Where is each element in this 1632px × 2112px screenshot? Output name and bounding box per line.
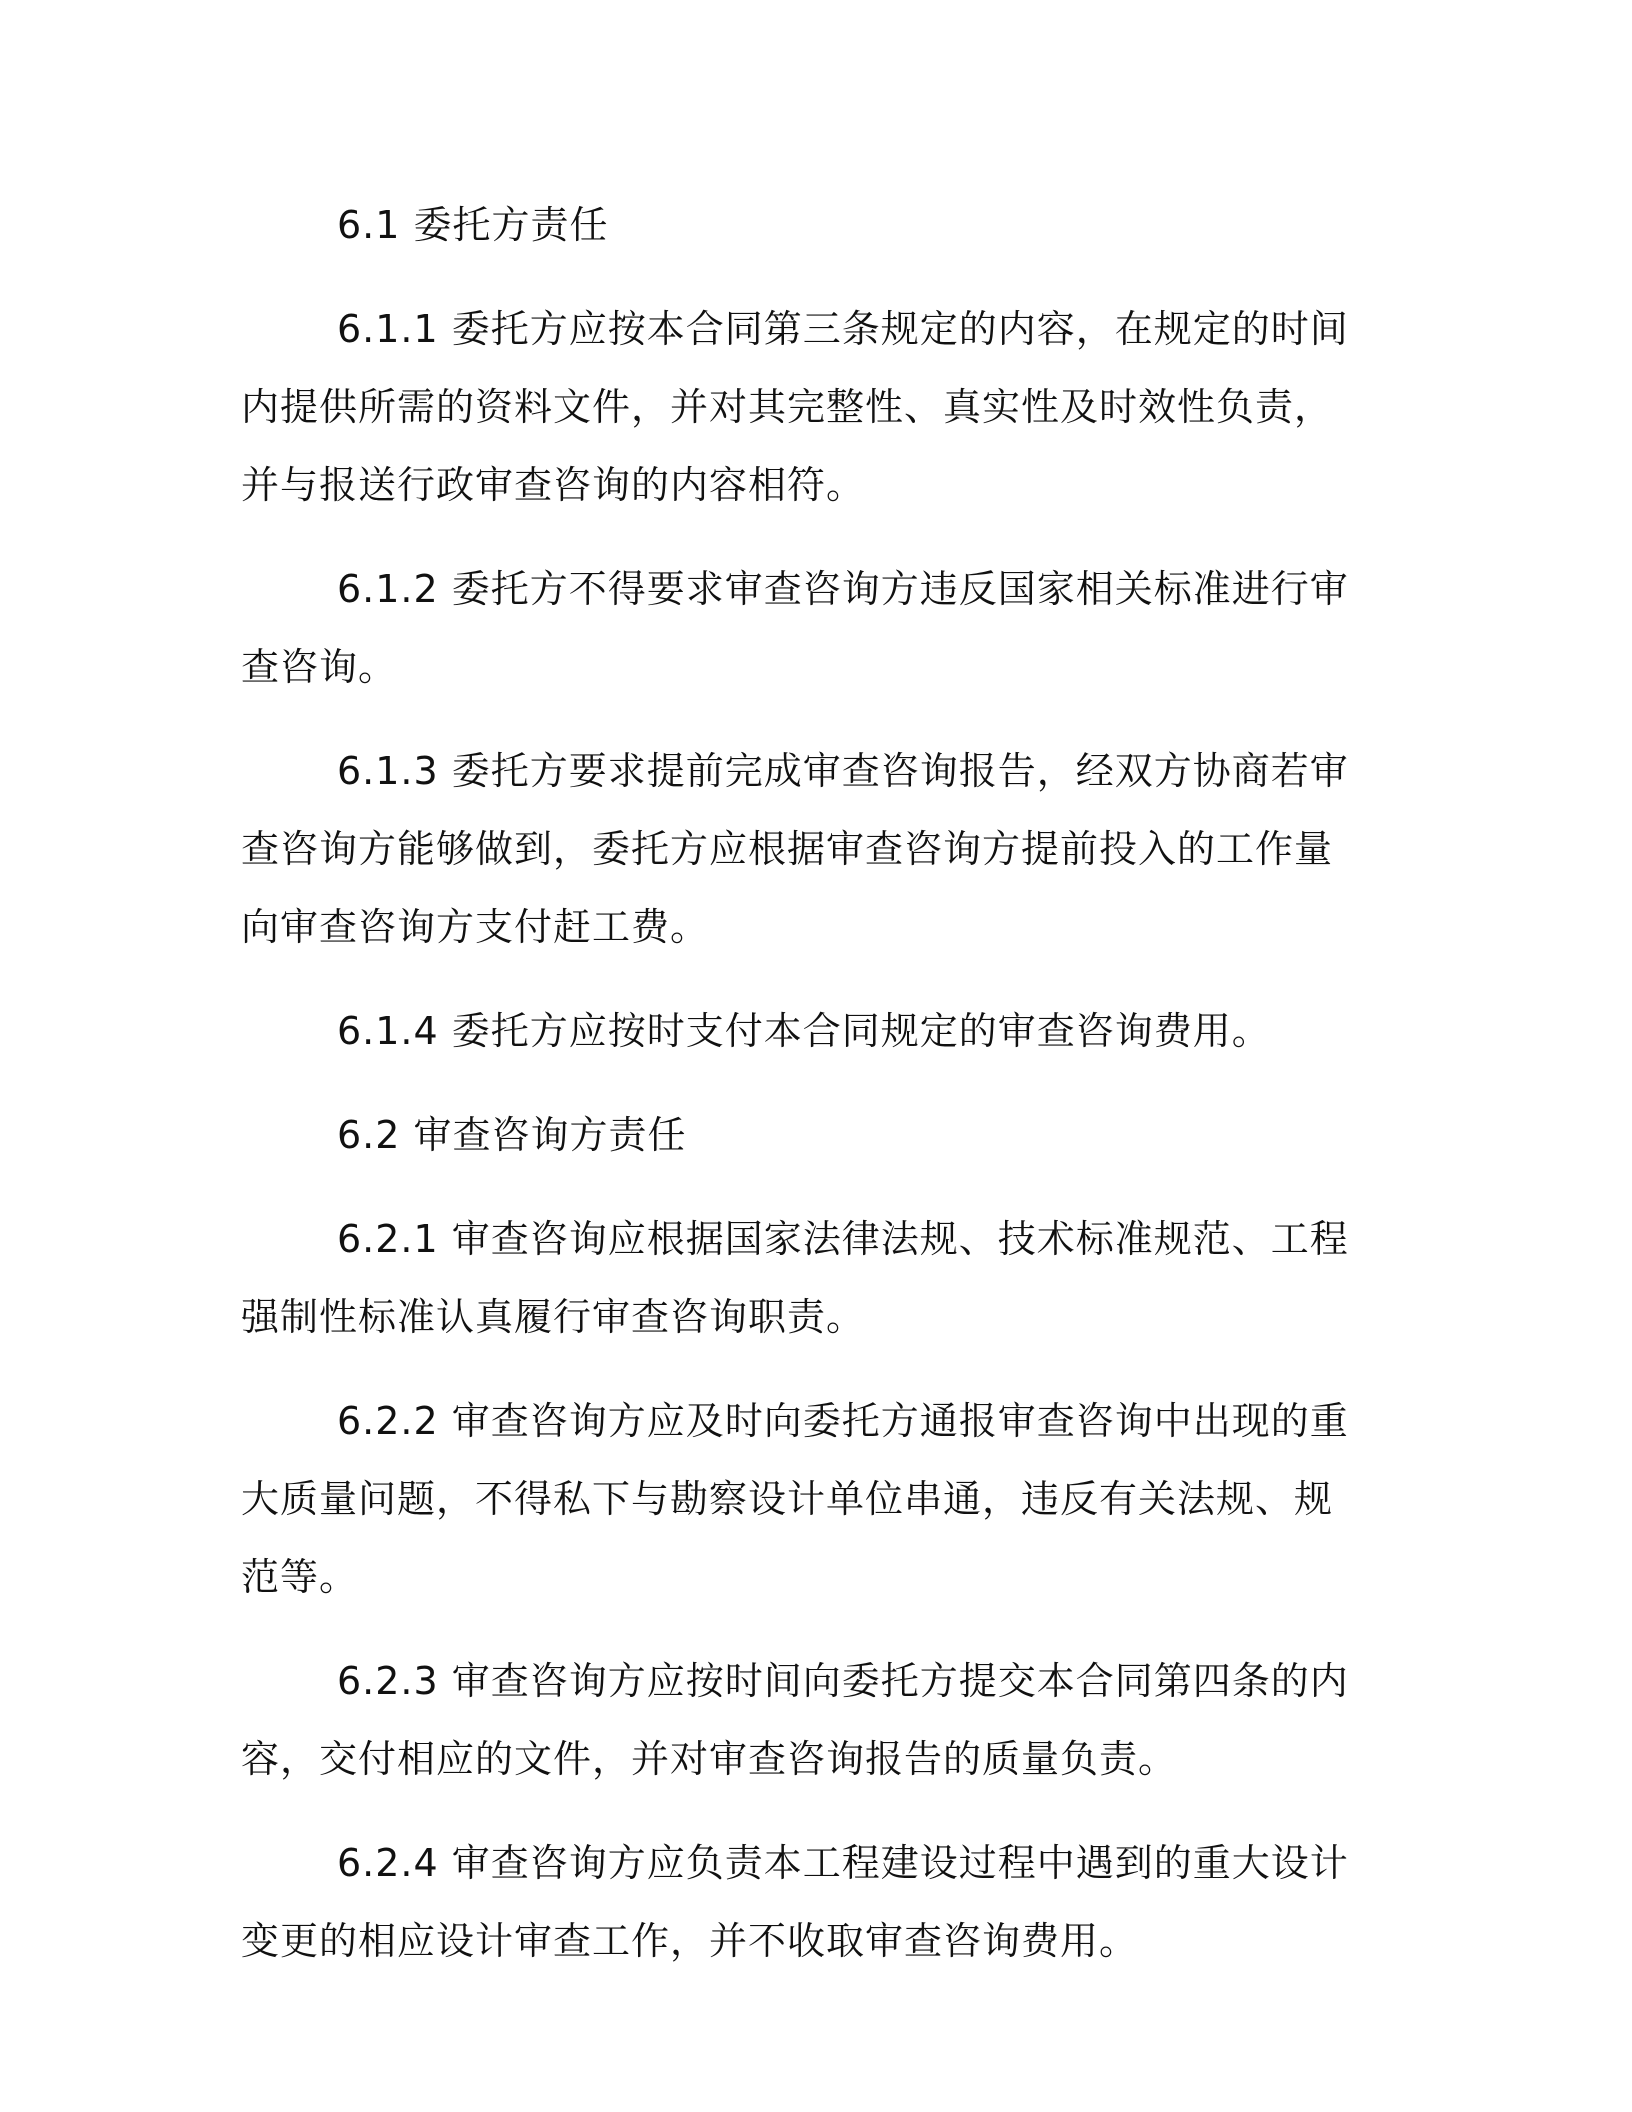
clause-6-1-1: 6.1.1 委托方应按本合同第三条规定的内容，在规定的时间内提供所需的资料文件，并对其完整性、真实性及时效性负责，并与报送行政审查咨询的内容相符。 bbox=[241, 307, 1349, 507]
clause-6-1-4: 6.1.4 委托方应按时支付本合同规定的审查咨询费用。 bbox=[337, 1009, 1271, 1053]
clause-6-1-3: 6.1.3 委托方要求提前完成审查咨询报告，经双方协商若审查咨询方能够做到，委托方应根据审查咨询方提前投入的工作量向审查咨询方支付赶工费。 bbox=[241, 749, 1349, 949]
clause-6-2-1: 6.2.1 审查咨询应根据国家法律法规、技术标准规范、工程强制性标准认真履行审查咨询职责。 bbox=[241, 1217, 1349, 1339]
section-heading-6-1: 6.1 委托方责任 bbox=[337, 203, 609, 247]
clause-6-2-3: 6.2.3 审查咨询方应按时间向委托方提交本合同第四条的内容，交付相应的文件，并对审查咨询报告的质量负责。 bbox=[241, 1659, 1349, 1781]
clause-6-1-2: 6.1.2 委托方不得要求审查咨询方违反国家相关标准进行审查咨询。 bbox=[241, 567, 1349, 689]
section-heading-6-2: 6.2 审查咨询方责任 bbox=[337, 1113, 687, 1157]
clause-6-2-2: 6.2.2 审查咨询方应及时向委托方通报审查咨询中出现的重大质量问题，不得私下与勘察设计单位串通，违反有关法规、规范等。 bbox=[241, 1399, 1349, 1599]
clause-6-2-4: 6.2.4 审查咨询方应负责本工程建设过程中遇到的重大设计变更的相应设计审查工作，并不收取审查咨询费用。 bbox=[241, 1841, 1349, 1963]
document-body bbox=[241, 186, 1371, 1980]
